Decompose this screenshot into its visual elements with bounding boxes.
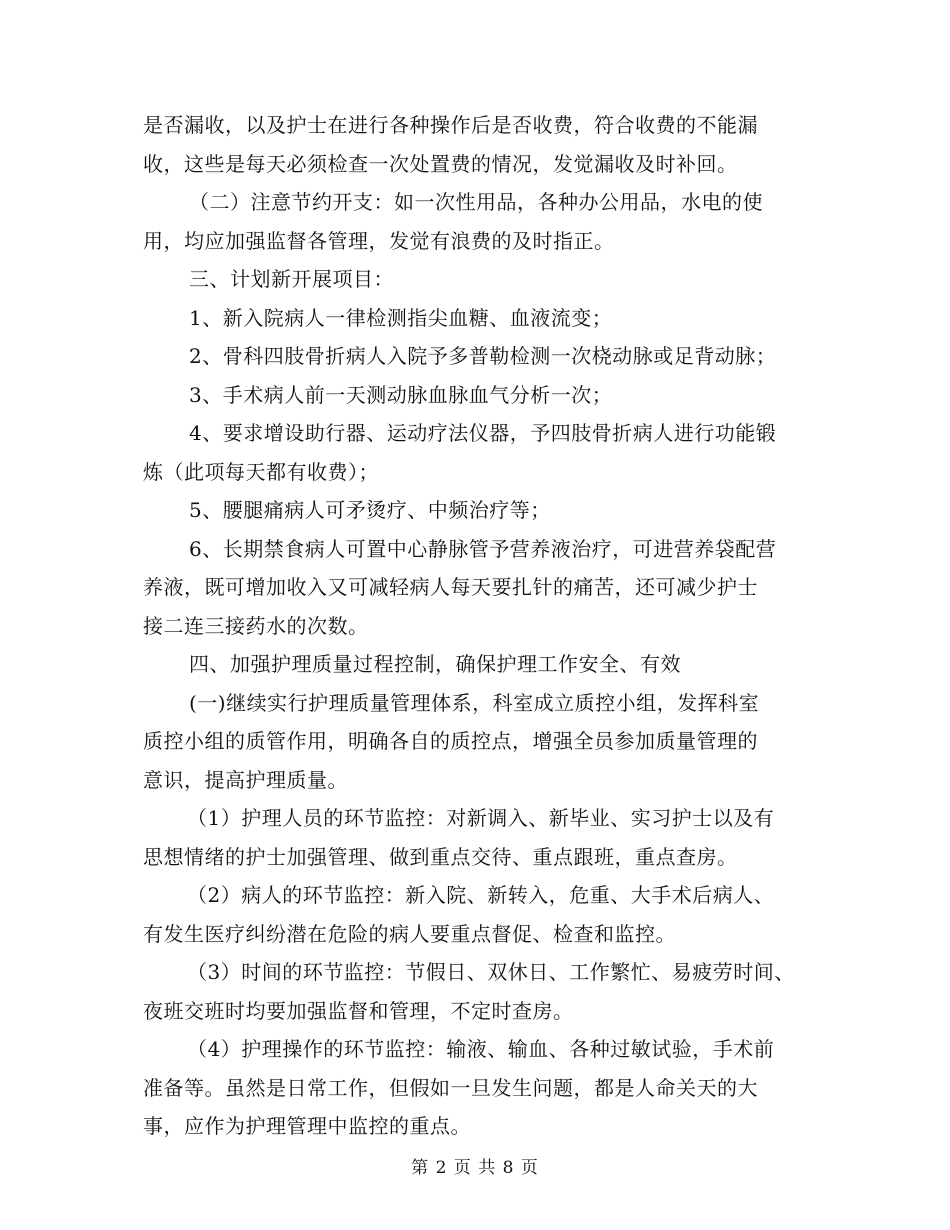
text-line: 事，应作为护理管理中监控的重点。 [143,1114,471,1138]
text-line: 4、要求增设助行器、运动疗法仪器，予四肢骨折病人进行功能锻 [189,421,777,445]
list-item-1 [143,299,823,338]
text-line: 3、手术病人前一天测动脉血脉血气分析一次； [189,382,613,407]
paragraph-operation-monitoring [143,1030,823,1146]
list-item-6 [143,530,823,646]
text-line: 炼（此项每天都有收费）； [143,459,379,484]
text-line: 准备等。虽然是日常工作，但假如一旦发生问题，都是人命关天的大 [143,1075,758,1100]
paragraph-time-monitoring [143,953,823,1030]
paragraph-patient-monitoring [143,876,823,953]
text-line: 用，均应加强监督各管理，发觉有浪费的及时指正。 [143,228,615,253]
text-line: （2）病人的环节监控：新入院、新转入，危重、大手术后病人、 [187,883,775,907]
text-line: (一)继续实行护理质量管理体系，科室成立质控小组，发挥科室 [189,690,760,715]
paragraph-save-expenses [143,183,823,260]
text-line: （4）护理操作的环节监控：输液、输血、各种过敏试验，手术前 [187,1037,775,1061]
text-line: 5、腰腿痛病人可矛烫疗、中频治疗等； [189,498,551,522]
text-line: 养液，既可增加收入又可减轻病人每天要扎针的痛苦，还可减少护士 [143,575,758,599]
list-item-5 [143,491,823,530]
document-body [143,106,823,1146]
paragraph-fee-check [143,106,823,183]
text-line: 是否漏收，以及护士在进行各种操作后是否收费，符合收费的不能漏 [143,113,758,137]
text-line: 四、加强护理质量过程控制，确保护理工作安全、有效 [189,652,681,676]
text-line: 质控小组的质管作用，明确各自的质控点，增强全员参加质量管理的 [143,729,758,753]
list-item-4 [143,414,823,491]
text-line: 6、长期禁食病人可置中心静脉管予营养液治疗，可进营养袋配营 [189,536,777,561]
text-line: 思想情绪的护士加强管理、做到重点交待、重点跟班，重点查房。 [143,844,738,869]
text-line: 1、新入院病人一律检测指尖血糖、血液流变； [189,305,613,330]
list-item-2 [143,337,823,376]
text-line: （3）时间的环节监控：节假日、双休日、工作繁忙、易疲劳时间、 [187,960,795,984]
text-line: （二）注意节约开支：如一次性用品，各种办公用品，水电的使 [189,190,763,214]
text-line: 夜班交班时均要加强监督和管理，不定时查房。 [143,998,574,1023]
text-line: 收，这些是每天必须检查一次处置费的情况，发觉漏收及时补回。 [143,151,738,176]
section-heading-quality-control [143,645,823,684]
page-number-footer: 第 2 页 共 8 页 [411,1158,539,1178]
paragraph-staff-monitoring [143,799,823,876]
text-line: 意识，提高护理质量。 [143,767,348,792]
text-line: 有发生医疗纠纷潜在危险的病人要重点督促、检查和监控。 [143,921,676,946]
section-heading-new-projects [143,260,823,299]
text-line: 接二连三接药水的次数。 [143,613,369,638]
text-line: 2、骨科四肢骨折病人入院予多普勒检测一次桡动脉或足背动脉； [189,344,777,368]
list-item-3 [143,376,823,415]
text-line: （1）护理人员的环节监控：对新调入、新毕业、实习护士以及有 [187,806,775,830]
paragraph-quality-system [143,684,823,800]
text-line: 三、计划新开展项目： [189,267,394,291]
